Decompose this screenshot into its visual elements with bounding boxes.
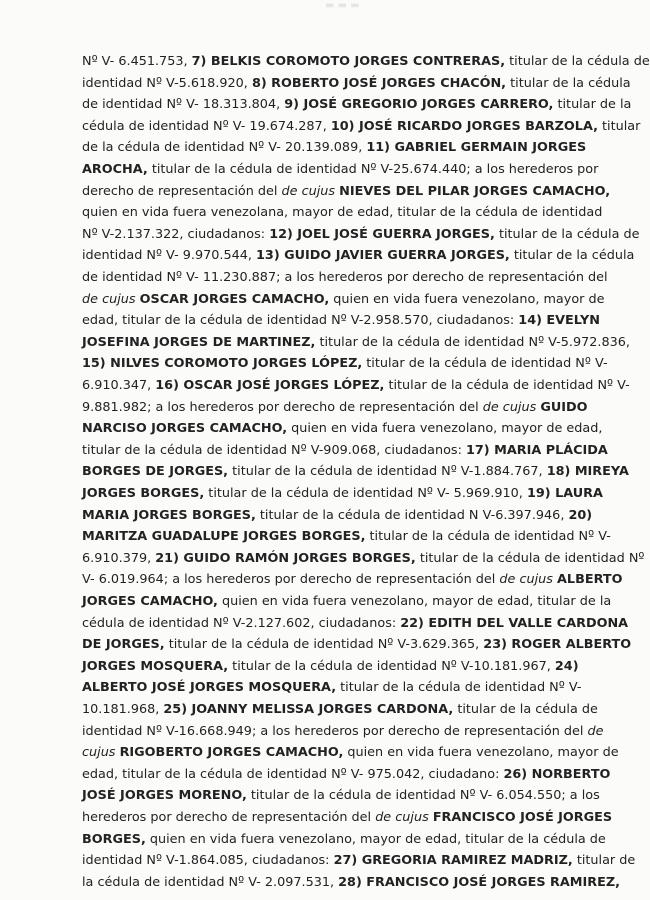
text-line <box>82 288 605 312</box>
bold-text: 21) GUIDO RAMÓN JORGES BORGES, <box>155 550 416 566</box>
bold-text: 13) GUIDO JAVIER GUERRA JORGES, <box>256 248 510 264</box>
text-run: titular de la cédula de identidad Nº V- <box>365 529 611 545</box>
text-run: titular de la cédula de identidad Nº V-10.181.967, <box>228 658 555 674</box>
text-run: la cédula de identidad Nº V- 2.097.531, <box>82 874 339 890</box>
text-run: 6.910.347, <box>82 378 156 393</box>
text-line <box>82 417 603 441</box>
bold-text: BORGES, <box>82 831 146 847</box>
italic-text: de cujus <box>482 399 537 415</box>
text-run: titular de la cédula de identidad Nº V- 5.969.910, <box>204 486 527 501</box>
text-run: quien en vida fuera venezolana, mayor de edad, titular de la cédula de identidad <box>82 205 603 221</box>
bold-text: GUIDO <box>540 399 588 415</box>
text-run: titular de <box>572 853 636 869</box>
text-line <box>82 525 611 549</box>
italic-text: de <box>587 723 604 739</box>
text-run: Nº V- 6.451.753, <box>82 54 192 69</box>
text-run: identidad Nº V-5.618.920, <box>82 75 252 91</box>
text-run: identidad Nº V-16.668.949; a los herederos por derecho de representación del <box>82 723 588 739</box>
text-line <box>82 568 623 592</box>
bold-text: 10) JOSÉ RICARDO JORGES BARZOLA, <box>330 118 598 134</box>
text-run: titular de la cédula <box>506 75 631 91</box>
text-run: quien en vida fuera venezolano, mayor de <box>343 745 619 761</box>
text-line <box>82 828 606 852</box>
bold-text: AROCHA, <box>82 162 148 177</box>
text-run: quien en vida fuera venezolano, mayor de <box>329 291 605 307</box>
text-run: Nº V-2.137.322, ciudadanos: <box>82 226 270 242</box>
bold-text: MARIA JORGES BORGES, <box>82 507 256 523</box>
text-line <box>82 612 629 636</box>
text-run: titular de la cédula de <box>494 226 640 242</box>
text-run: herederos por derecho de representación del <box>82 810 376 825</box>
italic-text: de cujus <box>375 810 429 825</box>
bold-text: 15) NILVES COROMOTO JORGES LÓPEZ, <box>82 356 363 372</box>
text-run: 6.910.379, <box>82 550 156 566</box>
text-line <box>82 655 579 679</box>
bold-text: 19) LAURA <box>526 486 603 501</box>
text-run: quien en vida fuera venezolano, mayor de edad, titular de la <box>217 594 612 609</box>
text-line <box>82 504 593 528</box>
text-line <box>82 374 630 398</box>
text-run: titular de la cédula de identidad Nº V-25.674.440; a los herederos por <box>147 162 599 177</box>
text-line <box>82 309 600 333</box>
text-line <box>82 460 629 484</box>
text-line <box>82 244 635 268</box>
text-run: cédula de identidad Nº V- 19.674.287, <box>82 118 331 134</box>
bold-text: JOSEFINA JORGES DE MARTINEZ, <box>82 334 316 350</box>
bold-text: 18) MIREYA <box>546 464 629 480</box>
text-line <box>82 180 611 204</box>
bold-text: OSCAR JORGES CAMACHO, <box>139 291 330 307</box>
bold-text: 20) <box>568 507 593 523</box>
text-line <box>82 676 582 700</box>
text-run: edad, titular de la cédula de identidad Nº V- 975.042, ciudadano: <box>82 766 504 782</box>
text-line <box>82 439 608 463</box>
text-run: titular de la cédula de identidad Nº V-5.972.836, <box>315 334 630 350</box>
bold-text: NIEVES DEL PILAR JORGES CAMACHO, <box>339 183 611 199</box>
text-line <box>82 223 640 247</box>
bold-text: 7) BELKIS COROMOTO JORGES CONTRERAS, <box>191 54 506 69</box>
text-run: titular de la cédula de <box>453 702 598 717</box>
text-run: de la cédula de identidad Nº V- 20.139.089, <box>82 140 367 156</box>
text-line <box>82 72 631 96</box>
text-line <box>82 352 608 376</box>
text-line <box>82 849 636 873</box>
text-run: identidad Nº V- 9.970.544, <box>82 248 257 264</box>
text-run: quien en vida fuera venezolano, mayor de edad, <box>287 421 603 437</box>
bold-text: BORGES DE JORGES, <box>82 464 229 480</box>
bold-text: 17) MARIA PLÁCIDA <box>465 442 608 458</box>
bold-text: 16) OSCAR JOSÉ JORGES LÓPEZ, <box>155 378 385 393</box>
text-run: titular de la cédula de identidad Nº <box>415 550 645 566</box>
text-run: titular de la cédula de identidad N V-6.397.946, <box>255 507 569 523</box>
text-line <box>82 331 630 355</box>
scan-mark: ▬ ▬ ▬ <box>325 0 360 11</box>
text-run: titular de la cédula <box>509 248 635 264</box>
bold-text: 28) FRANCISCO JOSÉ JORGES RAMIREZ, <box>338 874 621 890</box>
bold-text: 8) ROBERTO JOSÉ JORGES CHACÓN, <box>251 75 507 91</box>
text-run: 10.181.968, <box>82 702 164 717</box>
text-run: cédula de identidad Nº V-2.127.602, ciudadanos: <box>82 615 401 631</box>
text-run: titular de la cédula de identidad Nº V-909.068, ciudadanos: <box>82 442 466 458</box>
bold-text: JORGES BORGES, <box>82 486 205 501</box>
text-run: titular de la cédula de identidad Nº V- <box>336 680 582 696</box>
text-run: titular de la cédula de <box>505 54 650 69</box>
text-run: titular de la <box>553 97 632 113</box>
bold-text: JOSÉ JORGES MORENO, <box>82 788 247 804</box>
text-run: 9.881.982; a los herederos por derecho de representación del <box>82 399 483 415</box>
bold-text: 22) EDITH DEL VALLE CARDONA <box>400 615 629 631</box>
bold-text: NARCISO JORGES CAMACHO, <box>82 421 288 437</box>
text-line <box>82 720 604 744</box>
text-line <box>82 698 598 722</box>
text-line <box>82 266 608 290</box>
bold-text: ALBERTO <box>557 572 623 588</box>
text-line <box>82 763 611 787</box>
bold-text: JORGES CAMACHO, <box>82 594 218 609</box>
text-line <box>82 482 603 506</box>
text-run: titular <box>597 118 641 134</box>
bold-text: 27) GREGORIA RAMIREZ MADRIZ, <box>333 853 573 869</box>
text-line <box>82 136 587 160</box>
text-run: de identidad Nº V- 18.313.804, <box>82 97 285 113</box>
italic-text: cujus <box>82 745 116 761</box>
bold-text: FRANCISCO JOSÉ JORGES <box>432 810 613 825</box>
italic-text: de cujus <box>82 291 136 307</box>
text-run: de identidad Nº V- 11.230.887; a los herederos por derecho de representación del <box>82 270 608 285</box>
bold-text: DE JORGES, <box>82 637 165 653</box>
text-run: edad, titular de la cédula de identidad Nº V-2.958.570, ciudadanos: <box>82 313 519 329</box>
bold-text: 25) JOANNY MELISSA JORGES CARDONA, <box>163 702 454 717</box>
bold-text: JORGES MOSQUERA, <box>82 658 229 674</box>
text-run: titular de la cédula de identidad Nº V- <box>362 356 608 372</box>
text-line <box>82 115 641 139</box>
bold-text: 14) EVELYN <box>518 313 600 329</box>
text-run: V- 6.019.964; a los herederos por derecho de representación del <box>82 572 500 588</box>
bold-text: 23) ROGER ALBERTO <box>483 637 632 653</box>
text-run: titular de la cédula de identidad Nº V- 6.054.550; a los <box>246 788 600 804</box>
text-run: quien en vida fuera venezolano, mayor de edad, titular de la cédula de <box>145 831 606 847</box>
bold-text: 26) NORBERTO <box>503 766 611 782</box>
text-line <box>82 784 600 808</box>
text-line <box>82 741 619 765</box>
text-line <box>82 871 621 895</box>
bold-text: RIGOBERTO JORGES CAMACHO, <box>119 745 344 761</box>
text-line <box>82 590 612 614</box>
text-line <box>82 806 613 830</box>
text-line <box>82 93 632 117</box>
text-line <box>82 201 603 225</box>
text-run: derecho de representación del <box>82 183 282 199</box>
text-run: titular de la cédula de identidad Nº V-1.884.767, <box>228 464 547 480</box>
text-line <box>82 158 599 182</box>
bold-text: MARITZA GUADALUPE JORGES BORGES, <box>82 529 366 545</box>
text-line <box>82 633 632 657</box>
bold-text: 24) <box>554 658 579 674</box>
bold-text: ALBERTO JOSÉ JORGES MOSQUERA, <box>82 680 337 696</box>
text-line <box>82 547 645 571</box>
italic-text: de cujus <box>499 572 553 588</box>
bold-text: 11) GABRIEL GERMAIN JORGES <box>366 140 587 156</box>
text-run: identidad Nº V-1.864.085, ciudadanos: <box>82 853 334 869</box>
bold-text: 9) JOSÉ GREGORIO JORGES CARRERO, <box>284 97 554 113</box>
text-line <box>82 396 588 420</box>
text-run: titular de la cédula de identidad Nº V-3.629.365, <box>164 637 484 653</box>
italic-text: de cujus <box>281 183 336 199</box>
bold-text: 12) JOEL JOSÉ GUERRA JORGES, <box>269 226 495 242</box>
text-run: titular de la cédula de identidad Nº V- <box>384 378 630 393</box>
text-line <box>82 50 650 74</box>
